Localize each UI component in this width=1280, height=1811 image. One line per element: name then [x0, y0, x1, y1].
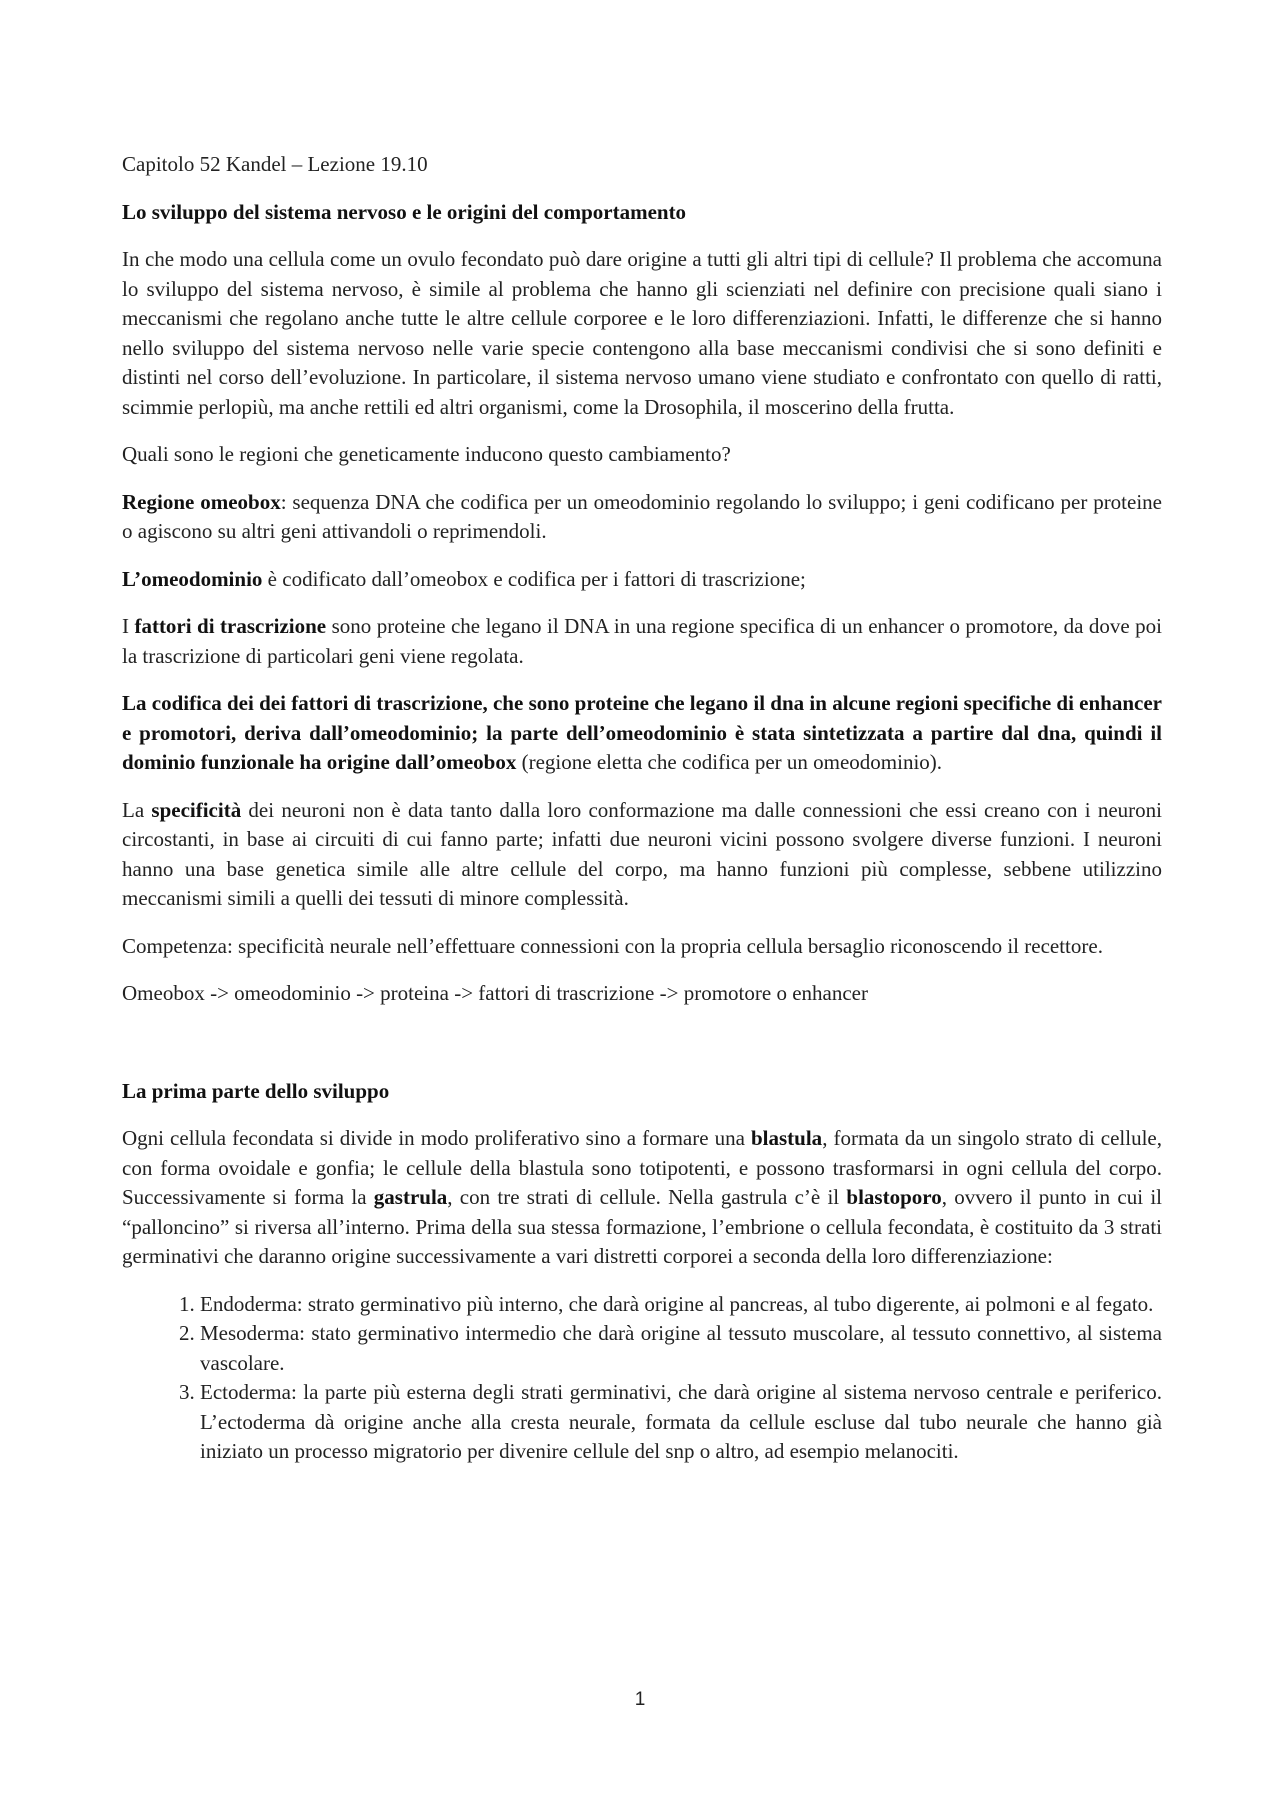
intro-paragraph: In che modo una cellula come un ovulo fecondato può dare origine a tutti gli altri tipi di cellule? Il problema che accomuna lo sviluppo del sistema nervoso, è simile al problema che hanno gli scienziati nel definire con precisione quali siano i meccanismi che regolano anche tutte le altre cellule corporee e le loro differenziazioni. Infatti, le differenze che si hanno nello sviluppo del sistema nervoso nelle varie specie contengono alla base meccanismi condivisi che si sono definiti e distinti nel corso dell’evoluzione. In particolare, il sistema nervoso umano viene studiato e confrontato con quello di ratti, scimmie perlopiù, ma anche rettili ed altri organismi, come la Drosophila, il moscerino della frutta. — [122, 247, 1162, 419]
section-title-text: La prima parte dello sviluppo — [122, 1078, 390, 1103]
list-item: 3. Ectoderma: la parte più esterna degli strati germinativi, che darà origine al sistema nervoso centrale e periferico. L’ectoderma dà origine anche alla cresta neurale, formata da cellule escluse dal tubo neurale che hanno già iniziato un processo migratorio per divenire cellule del snp o altro, ad esempio melanociti. — [200, 1378, 1162, 1467]
section-title — [122, 1077, 1162, 1107]
gastrula-term: gastrula — [373, 1185, 448, 1209]
section-title — [122, 198, 1162, 228]
omeodominio-paragraph — [122, 565, 1162, 595]
question-paragraph: Quali sono le regioni che geneticamente inducono questo cambiamento? — [122, 442, 731, 466]
list-item: 2. Mesoderma: stato germinativo intermedio che darà origine al tessuto muscolare, al tessuto connettivo, al sistema vascolare. — [200, 1319, 1162, 1378]
page-number: 1 — [634, 1689, 646, 1710]
specificita-term: specificità — [151, 797, 242, 822]
blastula-paragraph — [122, 1124, 1162, 1272]
text-run: , ovvero il punto in cui il “palloncino” si riversa all’interno. Prima della sua stessa formazione, l’embrione o cellula fecondata, è costituito da 3 strati germinativi che daranno origine successivamente a vari distretti corporei a seconda della loro differenziazione: — [122, 1185, 1162, 1268]
fattori-prefix: I — [122, 614, 135, 638]
omeodominio-definition: è codificato dall’omeobox e codifica per i fattori di trascrizione; — [262, 566, 806, 591]
omeodominio-term: L’omeodominio — [122, 566, 263, 591]
fattori-definition: sono proteine che legano il DNA in una regione specifica di un enhancer o promotore, da dove poi la trascrizione di particolari geni viene regolata. — [122, 614, 1162, 668]
codifica-bold-text: La codifica dei dei fattori di trascrizione, che sono proteine che legano il dna in alcune regioni specifiche di enhancer e promotori, deriva dall’omeodominio; la parte dell’omeodominio è stata sintetizzata a partire dal dna, quindi il dominio funzionale ha origine dall’omeobox — [122, 691, 1162, 774]
text-run: , formata da un singolo strato di cellule, con forma ovoidale e gonfia; le cellule della blastula sono totipotenti, e possono trasformarsi in ogni cellula del corpo. Successivamente si forma la — [122, 1126, 1162, 1209]
list-item: 1. Endoderma: strato germinativo più interno, che darà origine al pancreas, al tubo digerente, ai polmoni e al fegato. — [200, 1290, 1162, 1320]
text-run: Ogni cellula fecondata si divide in modo proliferativo sino a formare una — [122, 1126, 751, 1150]
germ-layer-list — [122, 1290, 1162, 1467]
codifica-paragraph — [122, 689, 1162, 778]
codifica-rest: (regione eletta che codifica per un omeodominio). — [516, 750, 943, 774]
section-spacer — [122, 1027, 1162, 1077]
text-run: , con tre strati di cellule. Nella gastrula c’è il — [447, 1185, 847, 1209]
omeobox-paragraph — [122, 488, 1162, 547]
chain-paragraph: Omeobox -> omeodominio -> proteina -> fattori di trascrizione -> promotore o enhancer — [122, 981, 868, 1005]
competenza-paragraph: Competenza: specificità neurale nell’effettuare connessioni con la propria cellula bersaglio riconoscendo il recettore. — [122, 933, 1103, 958]
specificita-definition: dei neuroni non è data tanto dalla loro conformazione ma dalle connessioni che essi creano con i neuroni circostanti, in base ai circuiti di cui fanno parte; infatti due neuroni vicini possono svolgere diverse funzioni. I neuroni hanno una base genetica simile alle altre cellule del corpo, ma hanno funzioni più complesse, sebbene utilizzino meccanismi simili a quelli dei tessuti di minore complessità. — [122, 797, 1162, 910]
blastula-term: blastula — [750, 1126, 823, 1150]
omeobox-term: Regione omeobox — [122, 489, 281, 514]
specificita-prefix: La — [122, 797, 152, 822]
document-header: Capitolo 52 Kandel – Lezione 19.10 — [122, 152, 428, 176]
fattori-paragraph — [122, 612, 1162, 671]
omeobox-definition: : sequenza DNA che codifica per un omeodominio regolando lo sviluppo; i geni codificano per proteine o agiscono su altri geni attivandoli o reprimendoli. — [122, 489, 1162, 543]
specificita-paragraph — [122, 796, 1162, 914]
section-title-text: Lo sviluppo del sistema nervoso e le origini del comportamento — [122, 199, 687, 224]
blastoporo-term: blastoporo — [846, 1185, 942, 1209]
fattori-term: fattori di trascrizione — [134, 614, 327, 638]
document-page — [122, 150, 1162, 1467]
